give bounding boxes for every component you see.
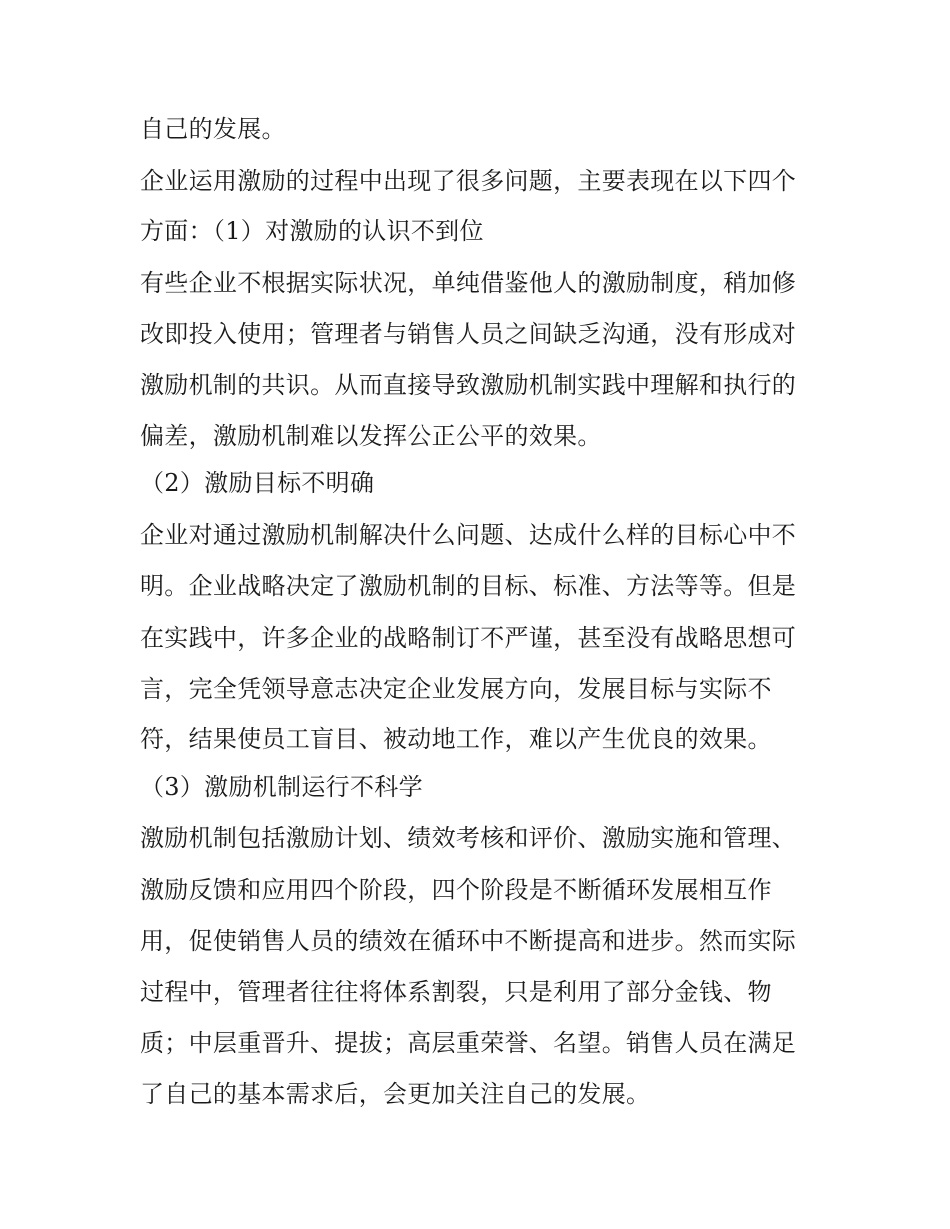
text-line: 在实践中，许多企业的战略制订不严谨，甚至没有战略思想可 [140,624,797,652]
text-line: 自己的发展。 [140,115,286,143]
section-heading: （2）激励目标不明确 [140,469,375,497]
text-line: 符，结果使员工盲目、被动地工作，难以产生优良的效果。 [140,725,772,753]
text-line: 质；中层重晋升、提拔；高层重荣誉、名望。销售人员在满足 [140,1029,797,1057]
text-line: 改即投入使用；管理者与销售人员之间缺乏沟通，没有形成对 [140,320,797,348]
text-line: 了自己的基本需求后，会更加关注自己的发展。 [140,1080,651,1108]
text-line: 有些企业不根据实际状况，单纯借鉴他人的激励制度，稍加修 [140,269,797,297]
text-line: 激励机制的共识。从而直接导致激励机制实践中理解和执行的 [140,371,797,399]
text-line: 明。企业战略决定了激励机制的目标、标准、方法等等。但是 [140,572,797,600]
text-line: 言，完全凭领导意志决定企业发展方向，发展目标与实际不 [140,675,772,703]
text-line: 激励机制包括激励计划、绩效考核和评价、激励实施和管理、 [140,824,797,852]
text-line: 企业运用激励的过程中出现了很多问题，主要表现在以下四个 [140,167,797,195]
text-line: 用，促使销售人员的绩效在循环中不断提高和进步。然而实际 [140,927,797,955]
section-heading: （3）激励机制运行不科学 [140,773,423,801]
text-line: 激励反馈和应用四个阶段，四个阶段是不断循环发展相互作 [140,876,772,904]
text-line: 企业对通过激励机制解决什么问题、达成什么样的目标心中不 [140,521,797,549]
text-line: 过程中，管理者往往将体系割裂，只是利用了部分金钱、物 [140,978,772,1006]
text-line: 方面：（1）对激励的认识不到位 [140,217,484,245]
text-line: 偏差，激励机制难以发挥公正公平的效果。 [140,422,602,450]
